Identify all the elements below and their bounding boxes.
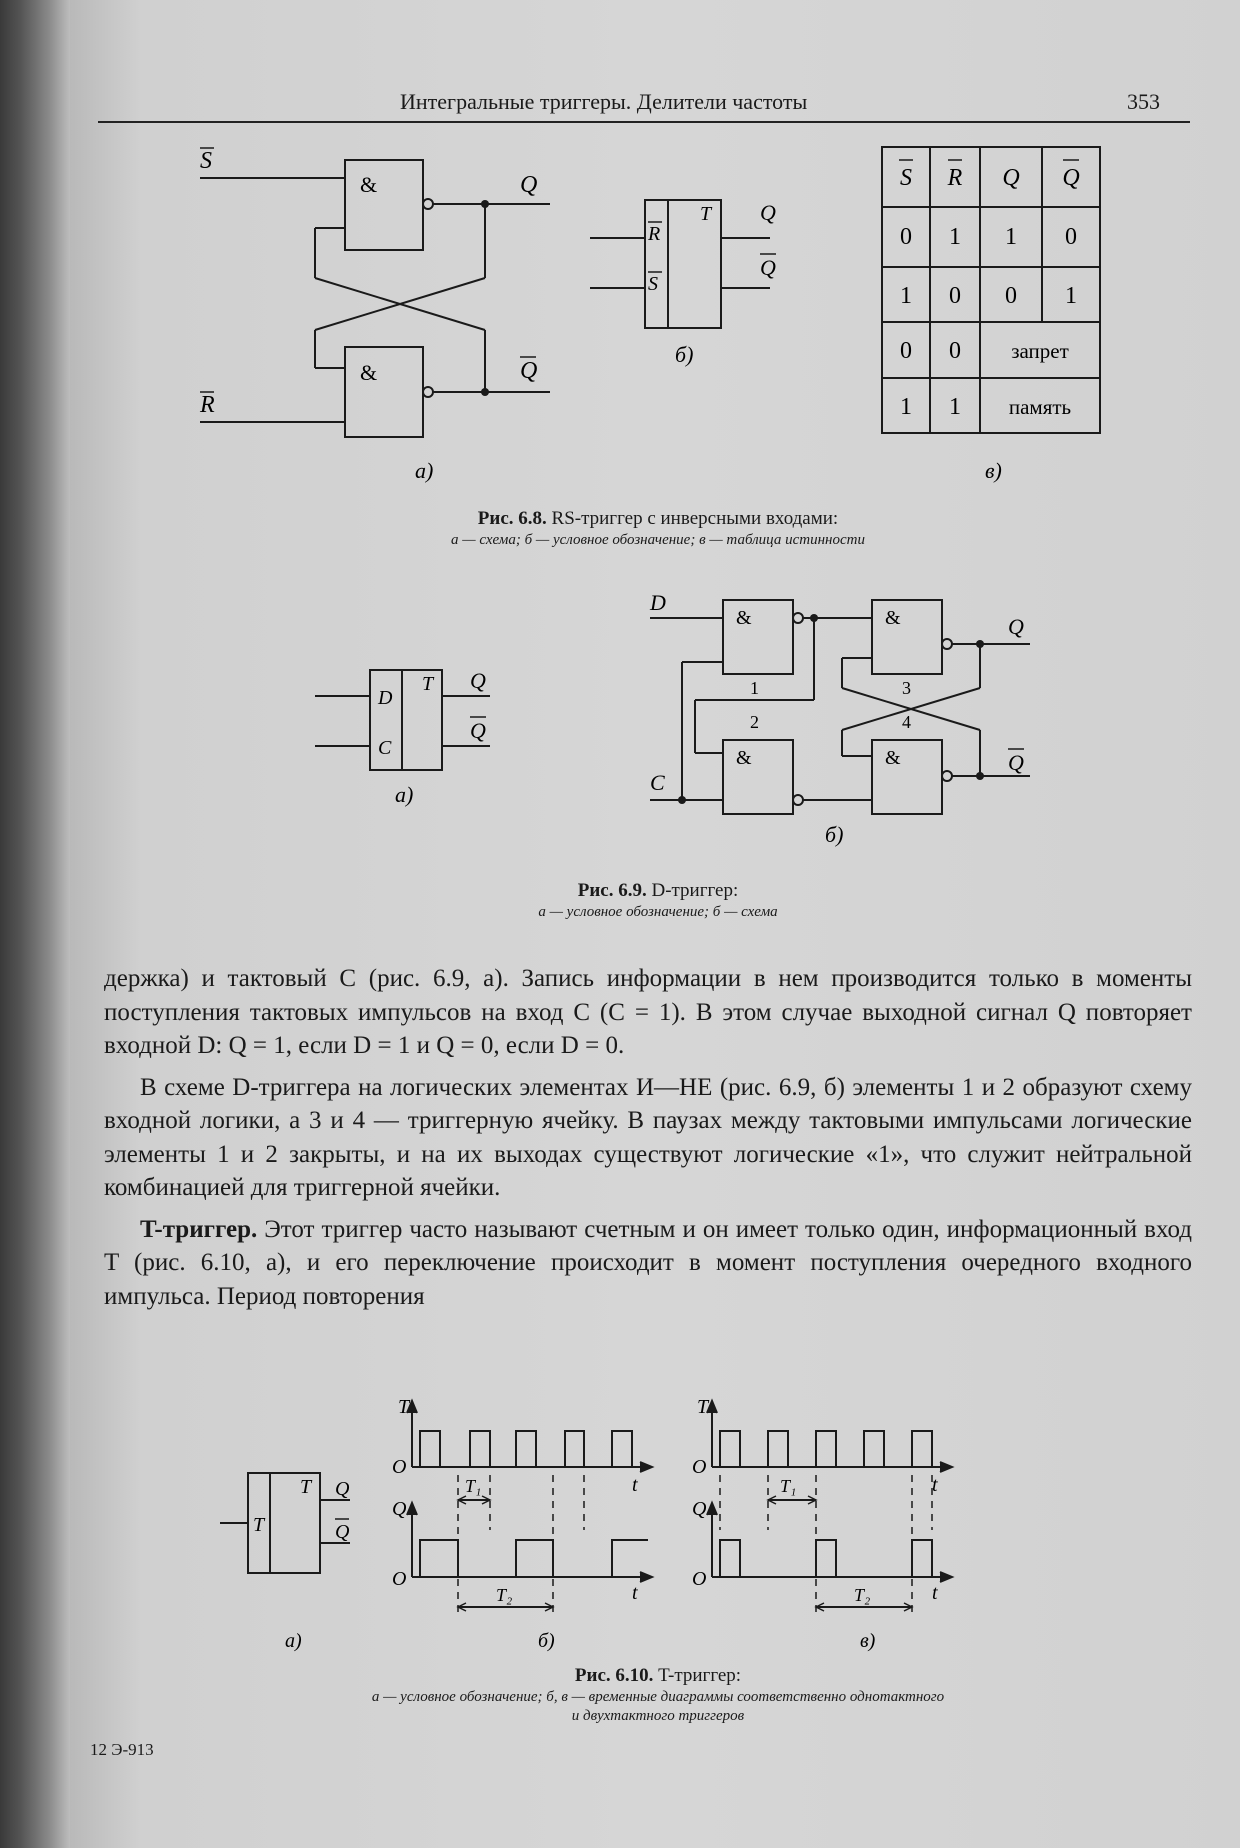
- running-head: Интегральные триггеры. Делители частоты: [400, 89, 808, 114]
- origin-label: O: [392, 1568, 407, 1590]
- cell: 0: [949, 338, 961, 364]
- t-input-label: T: [253, 1514, 265, 1536]
- gate-symbol: &: [736, 607, 752, 629]
- cell: 0: [1005, 283, 1017, 309]
- gate-symbol-bottom: &: [360, 360, 378, 385]
- origin-label: O: [692, 1568, 707, 1590]
- axis-label-t: T: [398, 1396, 410, 1418]
- inversion-bubble-top: [423, 199, 433, 209]
- cell: 1: [900, 283, 912, 309]
- gate-symbol: &: [885, 747, 901, 769]
- book-spine-shadow: [0, 0, 70, 1848]
- period-t2-label: T₂: [854, 1585, 871, 1605]
- node-label-1: 1: [750, 678, 759, 698]
- cell-forbidden: запрет: [1011, 339, 1069, 363]
- caption-number: Рис. 6.9.: [577, 880, 647, 901]
- t-label: T: [422, 673, 434, 695]
- inversion-bubble-bottom: [423, 387, 433, 397]
- th-q-bar: Q: [1062, 165, 1080, 191]
- sublabel-b: б): [825, 822, 844, 847]
- figure-6-10-caption: [158, 1665, 1158, 1725]
- time-axis-label: t: [632, 1474, 638, 1496]
- period-t1-label: T₁: [780, 1476, 797, 1496]
- th-s: S: [900, 165, 912, 191]
- period-t1-label: T₁: [465, 1476, 482, 1496]
- header-rule: [98, 121, 1190, 123]
- gate-4: [872, 740, 942, 814]
- node-label-2: 2: [750, 712, 759, 732]
- printer-signature: 12 Э-913: [90, 1740, 154, 1759]
- q-bar-output-label: Q: [520, 358, 538, 384]
- body-text: [104, 962, 1192, 1313]
- figure-6-8-caption: [158, 508, 1158, 549]
- cell: 1: [1005, 224, 1017, 250]
- symbol-t-label: T: [700, 203, 712, 225]
- sublabel-a: а): [415, 458, 434, 483]
- cell-memory: память: [1008, 395, 1072, 419]
- caption-number: Рис. 6.10.: [574, 1665, 654, 1686]
- node-label-3: 3: [902, 678, 911, 698]
- gate-1: [723, 600, 793, 674]
- cell: 1: [949, 394, 961, 420]
- figure-6-9: [290, 588, 1070, 858]
- caption-title: T-триггер:: [653, 1665, 742, 1686]
- th-q: Q: [1002, 165, 1020, 191]
- symbol-q-bar-label: Q: [760, 255, 776, 280]
- axis-label-q: Q: [392, 1498, 407, 1520]
- figure-6-9-caption: [158, 880, 1158, 921]
- axis-label-q: Q: [692, 1498, 707, 1520]
- caption-sub: а — условное обозначение; б — схема: [538, 904, 778, 920]
- sublabel-c: в): [985, 458, 1002, 483]
- gate-symbol: &: [885, 607, 901, 629]
- cell: 1: [949, 224, 961, 250]
- gate-2: [723, 740, 793, 814]
- caption-sub: а — схема; б — условное обозначение; в — таблица истинности: [451, 532, 865, 548]
- gate-symbol-top: &: [360, 172, 378, 197]
- cell: 0: [1065, 224, 1077, 250]
- q-label: Q: [335, 1478, 350, 1500]
- d-input-label: D: [650, 590, 666, 615]
- paragraph-3: [104, 1213, 1192, 1314]
- paragraph-2: В схеме D-триггера на логических элементах И—НЕ (рис. 6.9, б) элементы 1 и 2 образуют схему входной логики, а 3 и 4 — триггерную ячейку. В паузах между тактовыми импульсами логические элементы 1 и 2 закрыты, и на их выходах существуют логические «1», что служит нейтральной комбинацией для триггерной ячейки.: [104, 1073, 1192, 1201]
- q-bar-label: Q: [470, 718, 486, 743]
- gate-symbol: &: [736, 747, 752, 769]
- d-label: D: [378, 687, 393, 709]
- nand-gate-bottom: [345, 347, 423, 437]
- origin-label: O: [692, 1456, 707, 1478]
- caption-title: D-триггер:: [646, 880, 739, 901]
- axis-label-t: T: [697, 1396, 709, 1418]
- c-input-label: C: [650, 770, 665, 795]
- caption-sub-2: и двухтактного триггеров: [571, 1708, 745, 1724]
- t-corner-label: T: [300, 1476, 312, 1498]
- cell: 0: [900, 224, 912, 250]
- cell: 0: [949, 283, 961, 309]
- caption-sub-1: а — условное обозначение; б, в — временные диаграммы соответственно однотактного: [371, 1689, 945, 1705]
- s-bar-label: S: [200, 148, 212, 174]
- figure-6-10: [220, 1395, 1120, 1655]
- period-t2-label: T₂: [496, 1585, 513, 1605]
- q-out-label: Q: [1008, 614, 1024, 639]
- gate-3: [872, 600, 942, 674]
- sublabel-a: а): [395, 782, 414, 807]
- timing-diagram-c: [707, 1401, 952, 1615]
- book-page: [70, 0, 1240, 1848]
- node-label-4: 4: [902, 712, 911, 732]
- time-axis-label: t: [932, 1474, 938, 1496]
- origin-label: O: [392, 1456, 407, 1478]
- caption-number: Рис. 6.8.: [477, 508, 547, 529]
- sublabel-b: б): [538, 1630, 555, 1652]
- q-bar-label: Q: [335, 1521, 350, 1543]
- caption-title: RS-триггер с инверсными входами:: [546, 508, 839, 529]
- q-bar-out-label: Q: [1008, 750, 1024, 775]
- symbol-r-label: R: [648, 223, 661, 245]
- time-axis-label: t: [632, 1582, 638, 1604]
- page-number: 353: [1127, 89, 1160, 114]
- symbol-q-label: Q: [760, 200, 776, 225]
- cell: 0: [900, 338, 912, 364]
- q-output-label: Q: [520, 172, 538, 198]
- sublabel-b: б): [675, 342, 694, 367]
- th-r: R: [947, 165, 963, 191]
- q-label: Q: [470, 668, 486, 693]
- c-label: C: [378, 737, 392, 759]
- r-bar-label: R: [200, 392, 215, 418]
- cell: 1: [900, 394, 912, 420]
- timing-diagram-b: [407, 1401, 652, 1615]
- section-heading: T-триггер.: [140, 1215, 258, 1243]
- time-axis-label: t: [932, 1582, 938, 1604]
- paragraph-1: держка) и тактовый C (рис. 6.9, а). Запись информации в нем производится только в моменты поступления тактовых импульсов на вход C (C = 1). В этом случае выходной сигнал Q повторяет входной D: Q = 1, если D = 1 и Q = 0, если D = 0.: [104, 965, 1192, 1059]
- sublabel-c: в): [860, 1630, 876, 1652]
- cell: 1: [1065, 283, 1077, 309]
- figure-6-8: [190, 140, 1110, 490]
- symbol-s-label: S: [648, 273, 658, 295]
- sublabel-a: а): [285, 1630, 302, 1652]
- nand-gate-top: [345, 160, 423, 250]
- paragraph-3-text: Этот триггер часто называют счетным и он имеет только один, информационный вход T (рис. 6.10, а), и его переключение происходит в момент поступления очередного входного импульса. Период повторения: [104, 1215, 1192, 1310]
